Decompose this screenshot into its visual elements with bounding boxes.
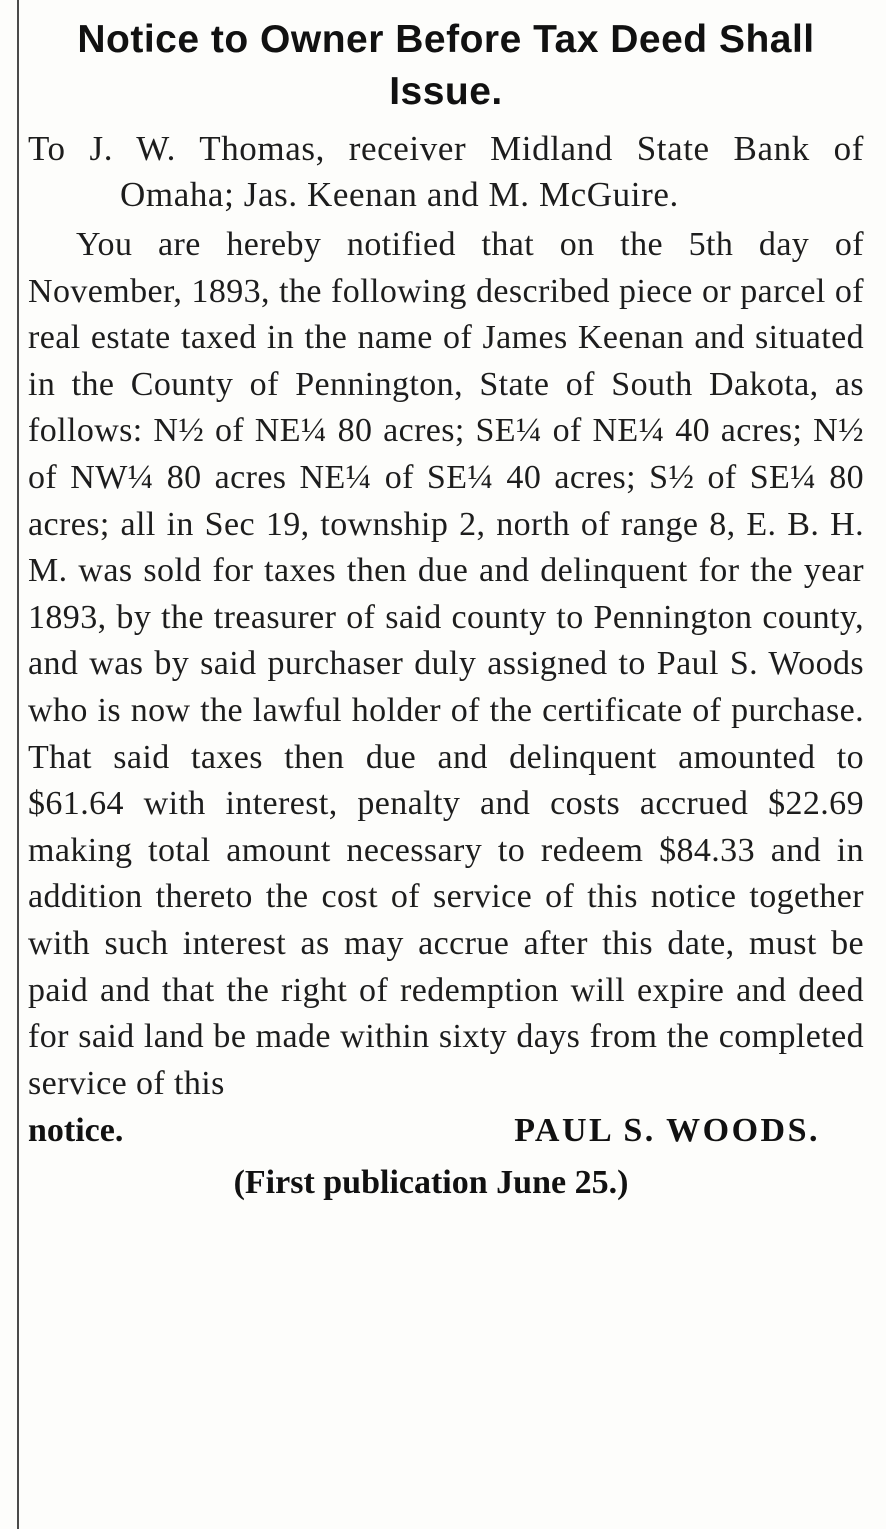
notice-headline: Notice to Owner Before Tax Deed Shall Issue. — [77, 18, 815, 113]
legal-notice — [28, 14, 864, 1207]
notice-body: You are hereby notified that on the 5th day of November, 1893, the following described piece or parcel of real estate taxed in the name of James Keenan and situated in the County of Pennington, State of South Dakota, as follows: N½ of NE¼ 80 acres; SE¼ of NE¼ 40 acres; N½ of NW¼ 80 acres NE¼ of SE¼ 40 acres; S½ of SE¼ 80 acres; all in Sec 19, township 2, north of range 8, E. B. H. M. was sold for taxes then due and delinquent for the year 1893, by the treasurer of said county to Pennington county, and was by said purchaser duly assigned to Paul S. Woods who is now the lawful holder of the certificate of purchase. That said taxes then due and delinquent amounted to $61.64 with interest, penalty and costs accrued $22.69 making total amount necessary to redeem $84.33 and in addition thereto the cost of service of this notice together with such interest as may accrue after this date, must be paid and that the right of redemption will expire and deed for said land be made within sixty days from the completed service of this — [28, 226, 864, 1102]
column-divider-rule — [17, 0, 19, 1529]
notice-addressee: To J. W. Thomas, receiver Midland State Bank of Omaha; Jas. Keenan and M. McGuire. — [28, 129, 864, 214]
publication-note: (First publication June 25.) — [233, 1164, 629, 1202]
notice-closing-word: notice. — [28, 1112, 124, 1150]
notice-signature: PAUL S. WOODS. — [514, 1112, 820, 1150]
notice-closing-line — [28, 1107, 864, 1155]
